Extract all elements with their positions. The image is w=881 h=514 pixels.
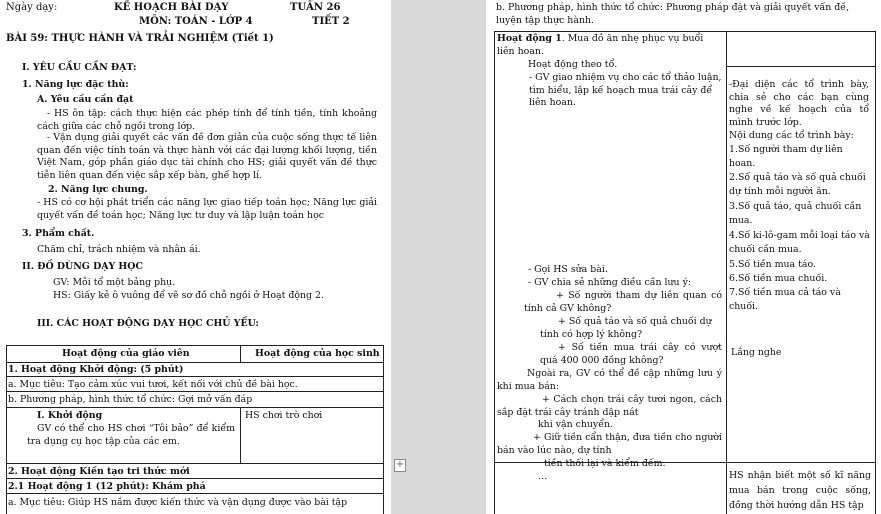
warmup-title: I. Khởi động (37, 410, 103, 421)
teacher-tip-money: + Giữ tiền cẩn thận, đưa tiền cho người bán vào lúc nào, dự tính (497, 432, 722, 456)
student-content-list (729, 129, 871, 314)
section-activities: III. CÁC HOẠT ĐỘNG DẠY HỌC CHỦ YẾU: (37, 318, 259, 329)
table-row-warmup-goal: a. Mục tiêu: Tạo cảm xúc vui tươi, kết nối với chủ đề bài học. (8, 379, 298, 390)
qualities-text: Chăm chỉ, trách nhiệm và nhân ái. (37, 244, 201, 255)
teacher-notes-extra: Ngoài ra, GV có thể đề cập những lưu ý khi mua bán: (497, 368, 722, 392)
materials-student: HS: Giấy kẻ ô vuông để vẽ sơ đồ chỗ ngồi ở Hoạt động 2. (53, 290, 324, 301)
section-requirements: I. YÊU CẦU CẦN ĐẠT: (22, 62, 137, 73)
section-a-requirements: A. Yêu cầu cần đạt (37, 94, 134, 105)
requirement-paragraph-1: - HS ôn tập: cách thực hiện các phép tính để tính tiền, tính khoảng cách giữa các chỗ ngồi trong lớp. (37, 108, 377, 132)
ellipsis: … (538, 471, 548, 482)
section-materials: II. ĐỒ DÙNG DẠY HỌC (22, 261, 143, 272)
teacher-fix-task: - Gọi HS sửa bài. (528, 264, 608, 275)
teacher-notes-intro: - GV chia sẻ những điều cần lưu ý: (528, 277, 692, 288)
teacher-task-1: - GV giao nhiệm vụ cho các tổ thảo luận, tìm hiểu, lập kế hoạch mua trái cây để liên hoan. (529, 72, 722, 108)
student-content-item: 4.Số ki-lô-gam mỗi loại táo và chuối cần mua. (729, 230, 870, 255)
teacher-question-3: + Số tiền mua trái cây có vượt quá 400 000 đồng không? (540, 342, 722, 366)
teacher-question-1: + Số người tham dự liên quan có tính cả GV không? (524, 290, 722, 314)
add-row-button[interactable]: + (395, 459, 405, 470)
table-row-warmup-method: b. Phương pháp, hình thức tổ chức: Gợi mở vấn đáp (8, 394, 253, 405)
lesson-title: BÀI 59: THỰC HÀNH VÀ TRẢI NGHIỆM (Tiết 1) (6, 33, 274, 44)
teacher-tip-money-cont: tiền thối lại và kiểm đếm. (544, 458, 666, 469)
teacher-tip-fruit-cont: khi vận chuyển. (538, 419, 614, 430)
student-content-heading: Nội dung các tổ trình bày: (729, 130, 854, 141)
right-page (486, 0, 881, 514)
teacher-tip-fruit: + Cách chọn trái cây tươi ngon, cách sắp đặt trái cây tránh dập nát (497, 394, 722, 418)
student-content-item: 7.Số tiền mua cả táo và chuối. (729, 287, 841, 312)
method-text: b. Phương pháp, hình thức tổ chức: Phương pháp đặt và giải quyết vấn đề, luyện tập thực hành. (496, 2, 850, 26)
subject-label: MÔN: TOÁN - LỚP 4 (139, 16, 253, 27)
requirement-paragraph-2: - Vận dụng giải quyết các vấn đề đơn giản của cuộc sống thực tế liên quan đến việc tính toán và thực hành với các đại lượng khối lượng, tiền Việt Nam, góp phần giáo dục tài chính cho HS; giải quyết vấn đề thực tiễn liên quan đến việc sắp xếp bàn, ghế hợp lí. (37, 132, 377, 181)
warmup-text: GV có thể cho HS chơi “Tôi bảo” để kiểm tra dụng cụ học tập của các em. (27, 423, 235, 447)
teacher-question-2: + Số quả táo và số quả chuối dự tính có hợp lý không? (540, 316, 712, 340)
table-row-warmup: 1. Hoạt động Khởi động: (5 phút) (8, 364, 184, 375)
table-row-activity-1-goal: a. Mục tiêu: Giúp HS nắm được kiến thức và vận dụng được vào bài tập (8, 497, 348, 508)
student-content-item: 6.Số tiền mua chuối. (729, 273, 828, 284)
general-competence-paragraph: - HS có cơ hội phát triển các năng lực giao tiếp toán học; Năng lực giải quyết vấn đề toán học; Năng lực tư duy và lập luận toán học (37, 197, 377, 221)
table-col-teacher: Hoạt động của giáo viên (62, 348, 190, 359)
student-content-item: 3.Số quả táo, quả chuối cần mua. (729, 201, 862, 226)
table-row-new-knowledge: 2. Hoạt động Kiến tạo tri thức mới (8, 466, 190, 477)
group-activity: Hoạt động theo tổ. (528, 59, 618, 70)
date-label: Ngày dạy: (6, 2, 58, 13)
period-label: TIẾT 2 (312, 16, 350, 27)
left-page (0, 0, 391, 514)
student-content-item: 2.Số quả táo và số quả chuối dự tính mỗi người ăn. (729, 172, 866, 197)
week-label: TUẦN 26 (290, 2, 341, 13)
activity-1-heading (497, 33, 721, 58)
activity-1-title-rest: . Mua đồ ăn nhẹ phục vụ buổi liên hoan. (497, 33, 704, 57)
section-qualities: 3. Phẩm chất. (22, 228, 95, 239)
activity-1-title: Hoạt động 1 (497, 33, 562, 44)
table-col-student: Hoạt động của học sinh (255, 348, 380, 359)
section-general-competence: 2. Năng lực chung. (48, 184, 148, 195)
section-specific-competence: 1. Năng lực đặc thù: (22, 79, 129, 90)
student-content-item: 1.Số người tham dự liên hoan. (729, 144, 843, 169)
warmup-student-action: HS chơi trò chơi (245, 410, 323, 421)
table-row-activity-1: 2.1 Hoạt động 1 (12 phút): Khám phá (8, 481, 206, 492)
student-report: -Đại diện các tổ trình bày, chia sẻ cho các bạn cùng nghe về kế hoạch của tổ mình trước lớp. (729, 79, 869, 128)
student-skills: HS nhận biết một số kĩ năng mua bán trong cuộc sống, đồng thời hướng dẫn HS tập (729, 470, 871, 511)
student-content-item: 5.Số tiền mua táo. (729, 259, 816, 270)
plan-title: KẾ HOẠCH BÀI DẠY (114, 2, 229, 13)
student-listen: Lắng nghe (731, 347, 782, 358)
materials-teacher: GV: Mỗi tổ một bảng phụ. (53, 277, 176, 288)
